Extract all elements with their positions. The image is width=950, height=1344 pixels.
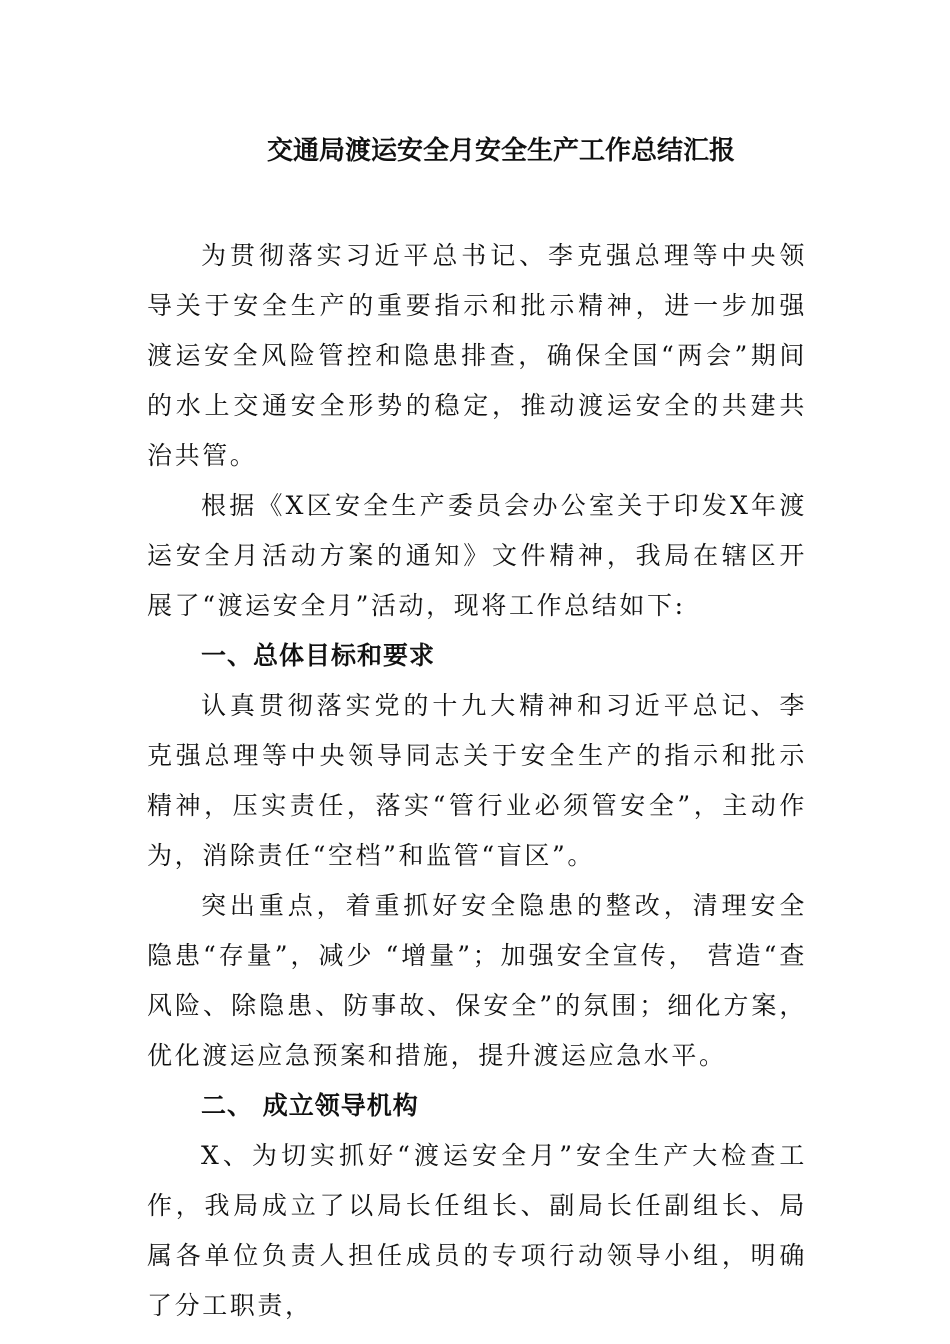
paragraph-focus: 突出重点，着重抓好安全隐患的整改，清理安全隐患“存量”，减少 “增量”；加强安全宣传， 营造“查风险、除隐患、防事故、保安全”的氛围；细化方案，优化渡运应急预案和措施，提升渡运应急水平。	[147, 891, 807, 1070]
document-body	[147, 231, 807, 1331]
section-heading-1: 一、总体目标和要求	[201, 641, 436, 670]
section-heading-2: 二、 成立领导机构	[201, 1091, 419, 1120]
paragraph-leadership: X、为切实抓好“渡运安全月”安全生产大检查工作，我局成立了以局长任组长、副局长任副组长、局属各单位负责人担任成员的专项行动领导小组，明确了分工职责，	[147, 1141, 807, 1320]
document-title: 交通局渡运安全月安全生产工作总结汇报	[266, 136, 735, 166]
paragraph-goals: 认真贯彻落实党的十九大精神和习近平总记、李克强总理等中央领导同志关于安全生产的指示和批示精神，压实责任，落实“管行业必须管安全”，主动作为，消除责任“空档”和监管“盲区”。	[147, 691, 807, 870]
paragraph-intro: 为贯彻落实习近平总书记、李克强总理等中央领导关于安全生产的重要指示和批示精神，进一步加强渡运安全风险管控和隐患排查，确保全国“两会”期间的水上交通安全形势的稳定，推动渡运安全的共建共治共管。	[147, 241, 807, 470]
paragraph-basis: 根据《X区安全生产委员会办公室关于印发X年渡运安全月活动方案的通知》文件精神，我局在辖区开展了“渡运安全月”活动，现将工作总结如下:	[147, 491, 807, 620]
